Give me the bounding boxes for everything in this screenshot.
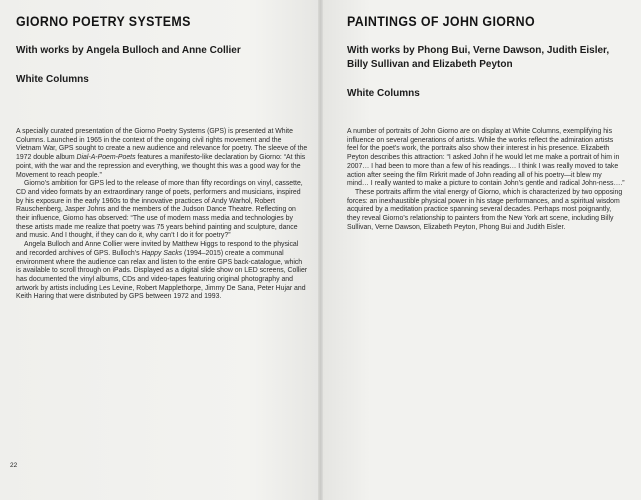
left-page: [0, 0, 318, 500]
right-works-line: With works by Phong Bui, Verne Dawson, Judith Eisler, Billy Sullivan and Elizabeth Peyton: [347, 45, 610, 70]
right-page-title: PAINTINGS OF JOHN GIORNO: [347, 14, 536, 29]
left-paragraph-3: Angela Bulloch and Anne Collier were invited by Matthew Higgs to respond to the physical and recorded archives of GPS. Bulloch’s Happy Sacks (1994–2015) create a communal environment where the audience can relax and listen to the entire GPS back-catalogue, which is available to scroll through on iPads. Displayed as a digital slide show on LED screens, Collier has documented the vinyl albums, CDs and video-tapes featuring original photography and artwork by artists including Les Levine, Robert Mapplethorpe, Jimmy De Sana, Peter Hujar and Keith Haring that were distributed by GPS between 1972 and 1993.: [16, 241, 308, 301]
right-paragraph-1: A number of portraits of John Giorno are on display at White Columns, exemplifying his influence on several generations of artists. While the works reflect the admiration artists feel for the poet’s work, the portraits also show their interest in his presence. Elizabeth Peyton describes this attraction: “I asked John if he would let me make a portrait of him in 2007… I had been to more than a few of his readings… I think I was really moved to take action after seeing the film Rirkrit made of John reading all of his poetry—it blew my mind… I really wanted to make a picture to contain John’s gentle and radical John-ness….”: [347, 128, 625, 188]
right-paragraph-2: These portraits affirm the vital energy of Giorno, which is characterized by two opposing forces: an inexhaustible physical power in his stage performances, and a spiritual wisdom acquired by a meditation practice spanning several decades. Perhaps most poignantly, they reveal Giorno’s relationship to painters from the New York art scene, including Billy Sullivan, Verne Dawson, Elizabeth Peyton, Phong Bui and Judith Eisler.: [347, 188, 623, 231]
left-paragraph-2: Giorno’s ambition for GPS led to the release of more than fifty recordings on vinyl, cassette, CD and video formats by an extraordinary range of poets, performers and musicians, inspired by his exposure in the early 1960s to the innovative practices of Andy Warhol, Robert Rauschenberg, Jasper Johns and the members of the Judson Dance Theatre. Reflecting on their influence, Giorno has observed: “The use of modern mass media and technologies by these artists made me realize that poetry was 75 years behind painting and sculpture, dance and music. And I thought, if they can do it, why can’t I do it for poetry?”: [16, 180, 303, 240]
left-paragraph-1: A specially curated presentation of the Giorno Poetry Systems (GPS) is presented at White Columns. Launched in 1965 in the context of the ongoing civil rights movement and the Vietnam War, GPS sought to create a new audience and relevance for poetry. The sleeve of the 1972 double album Dial-A-Poem-Poets features a manifesto-like declaration by Giorno: “At this point, with the war and the repression and everything, we thought this was a good way for the Movement to reach people.”: [16, 128, 308, 179]
right-venue: White Columns: [347, 88, 420, 99]
left-works-line: With works by Angela Bulloch and Anne Collier: [16, 45, 241, 56]
page-number: 22: [10, 462, 18, 469]
left-body-text: [16, 128, 308, 302]
left-page-title: GIORNO POETRY SYSTEMS: [16, 14, 191, 29]
right-page: [323, 0, 641, 500]
right-body-text: [347, 128, 625, 232]
left-venue: White Columns: [16, 74, 89, 85]
